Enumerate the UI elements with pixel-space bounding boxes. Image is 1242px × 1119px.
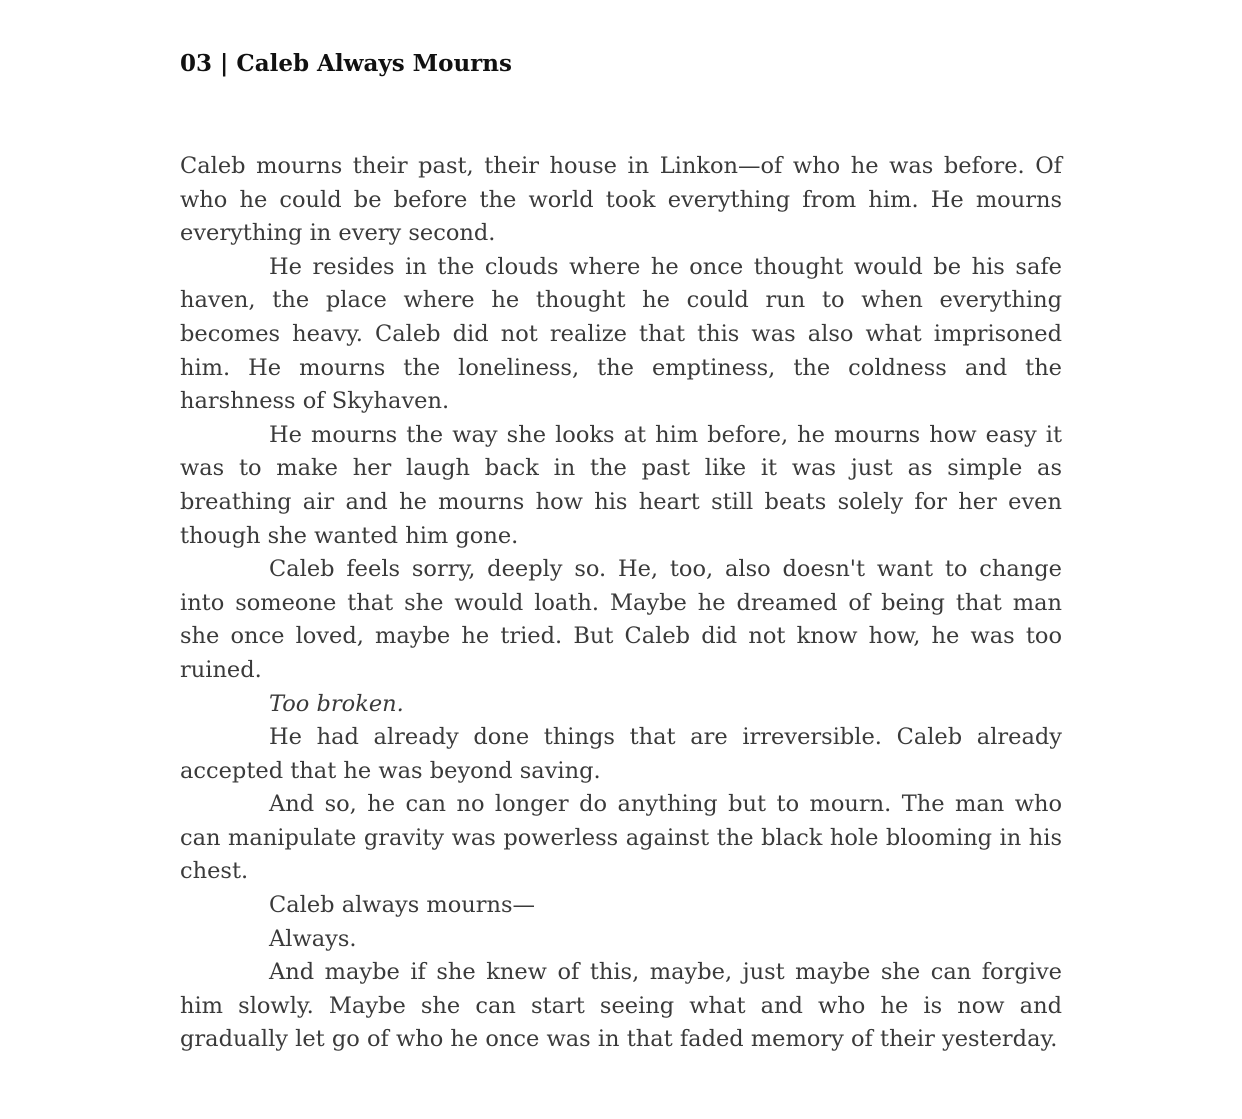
paragraph: He had already done things that are irreversible. Caleb already accepted that he was beyond saving. <box>180 724 1062 784</box>
paragraph: Caleb feels sorry, deeply so. He, too, also doesn't want to change into someone that she would loath. Maybe he dreamed of being that man she once loved, maybe he tried. But Caleb did not know how, he was too ruined. <box>180 556 1062 683</box>
paragraph-italic: Too broken. <box>269 690 404 717</box>
paragraph: Caleb mourns their past, their house in Linkon—of who he was before. Of who he could be before the world took everything from him. He mourns everything in every second. <box>180 153 1062 247</box>
chapter-body <box>180 150 1062 1057</box>
paragraph: Always. <box>269 925 357 952</box>
chapter-title: 03 | Caleb Always Mourns <box>180 50 512 77</box>
paragraph: And so, he can no longer do anything but to mourn. The man who can manipulate gravity was powerless against the black hole blooming in his chest. <box>180 791 1062 885</box>
paragraph: Caleb always mourns— <box>269 892 536 919</box>
paragraph: He mourns the way she looks at him before, he mourns how easy it was to make her laugh back in the past like it was just as simple as breathing air and he mourns how his heart still beats solely for her even though she wanted him gone. <box>180 421 1062 549</box>
paragraph: He resides in the clouds where he once thought would be his safe haven, the place where he thought he could run to when everything becomes heavy. Caleb did not realize that this was also what imprisoned him. He mourns the loneliness, the emptiness, the coldness and the harshness of Skyhaven. <box>180 253 1062 415</box>
paragraph: And maybe if she knew of this, maybe, just maybe she can forgive him slowly. Maybe she can start seeing what and who he is now and gradually let go of who he once was in that faded memory of their yesterday. <box>180 959 1062 1053</box>
